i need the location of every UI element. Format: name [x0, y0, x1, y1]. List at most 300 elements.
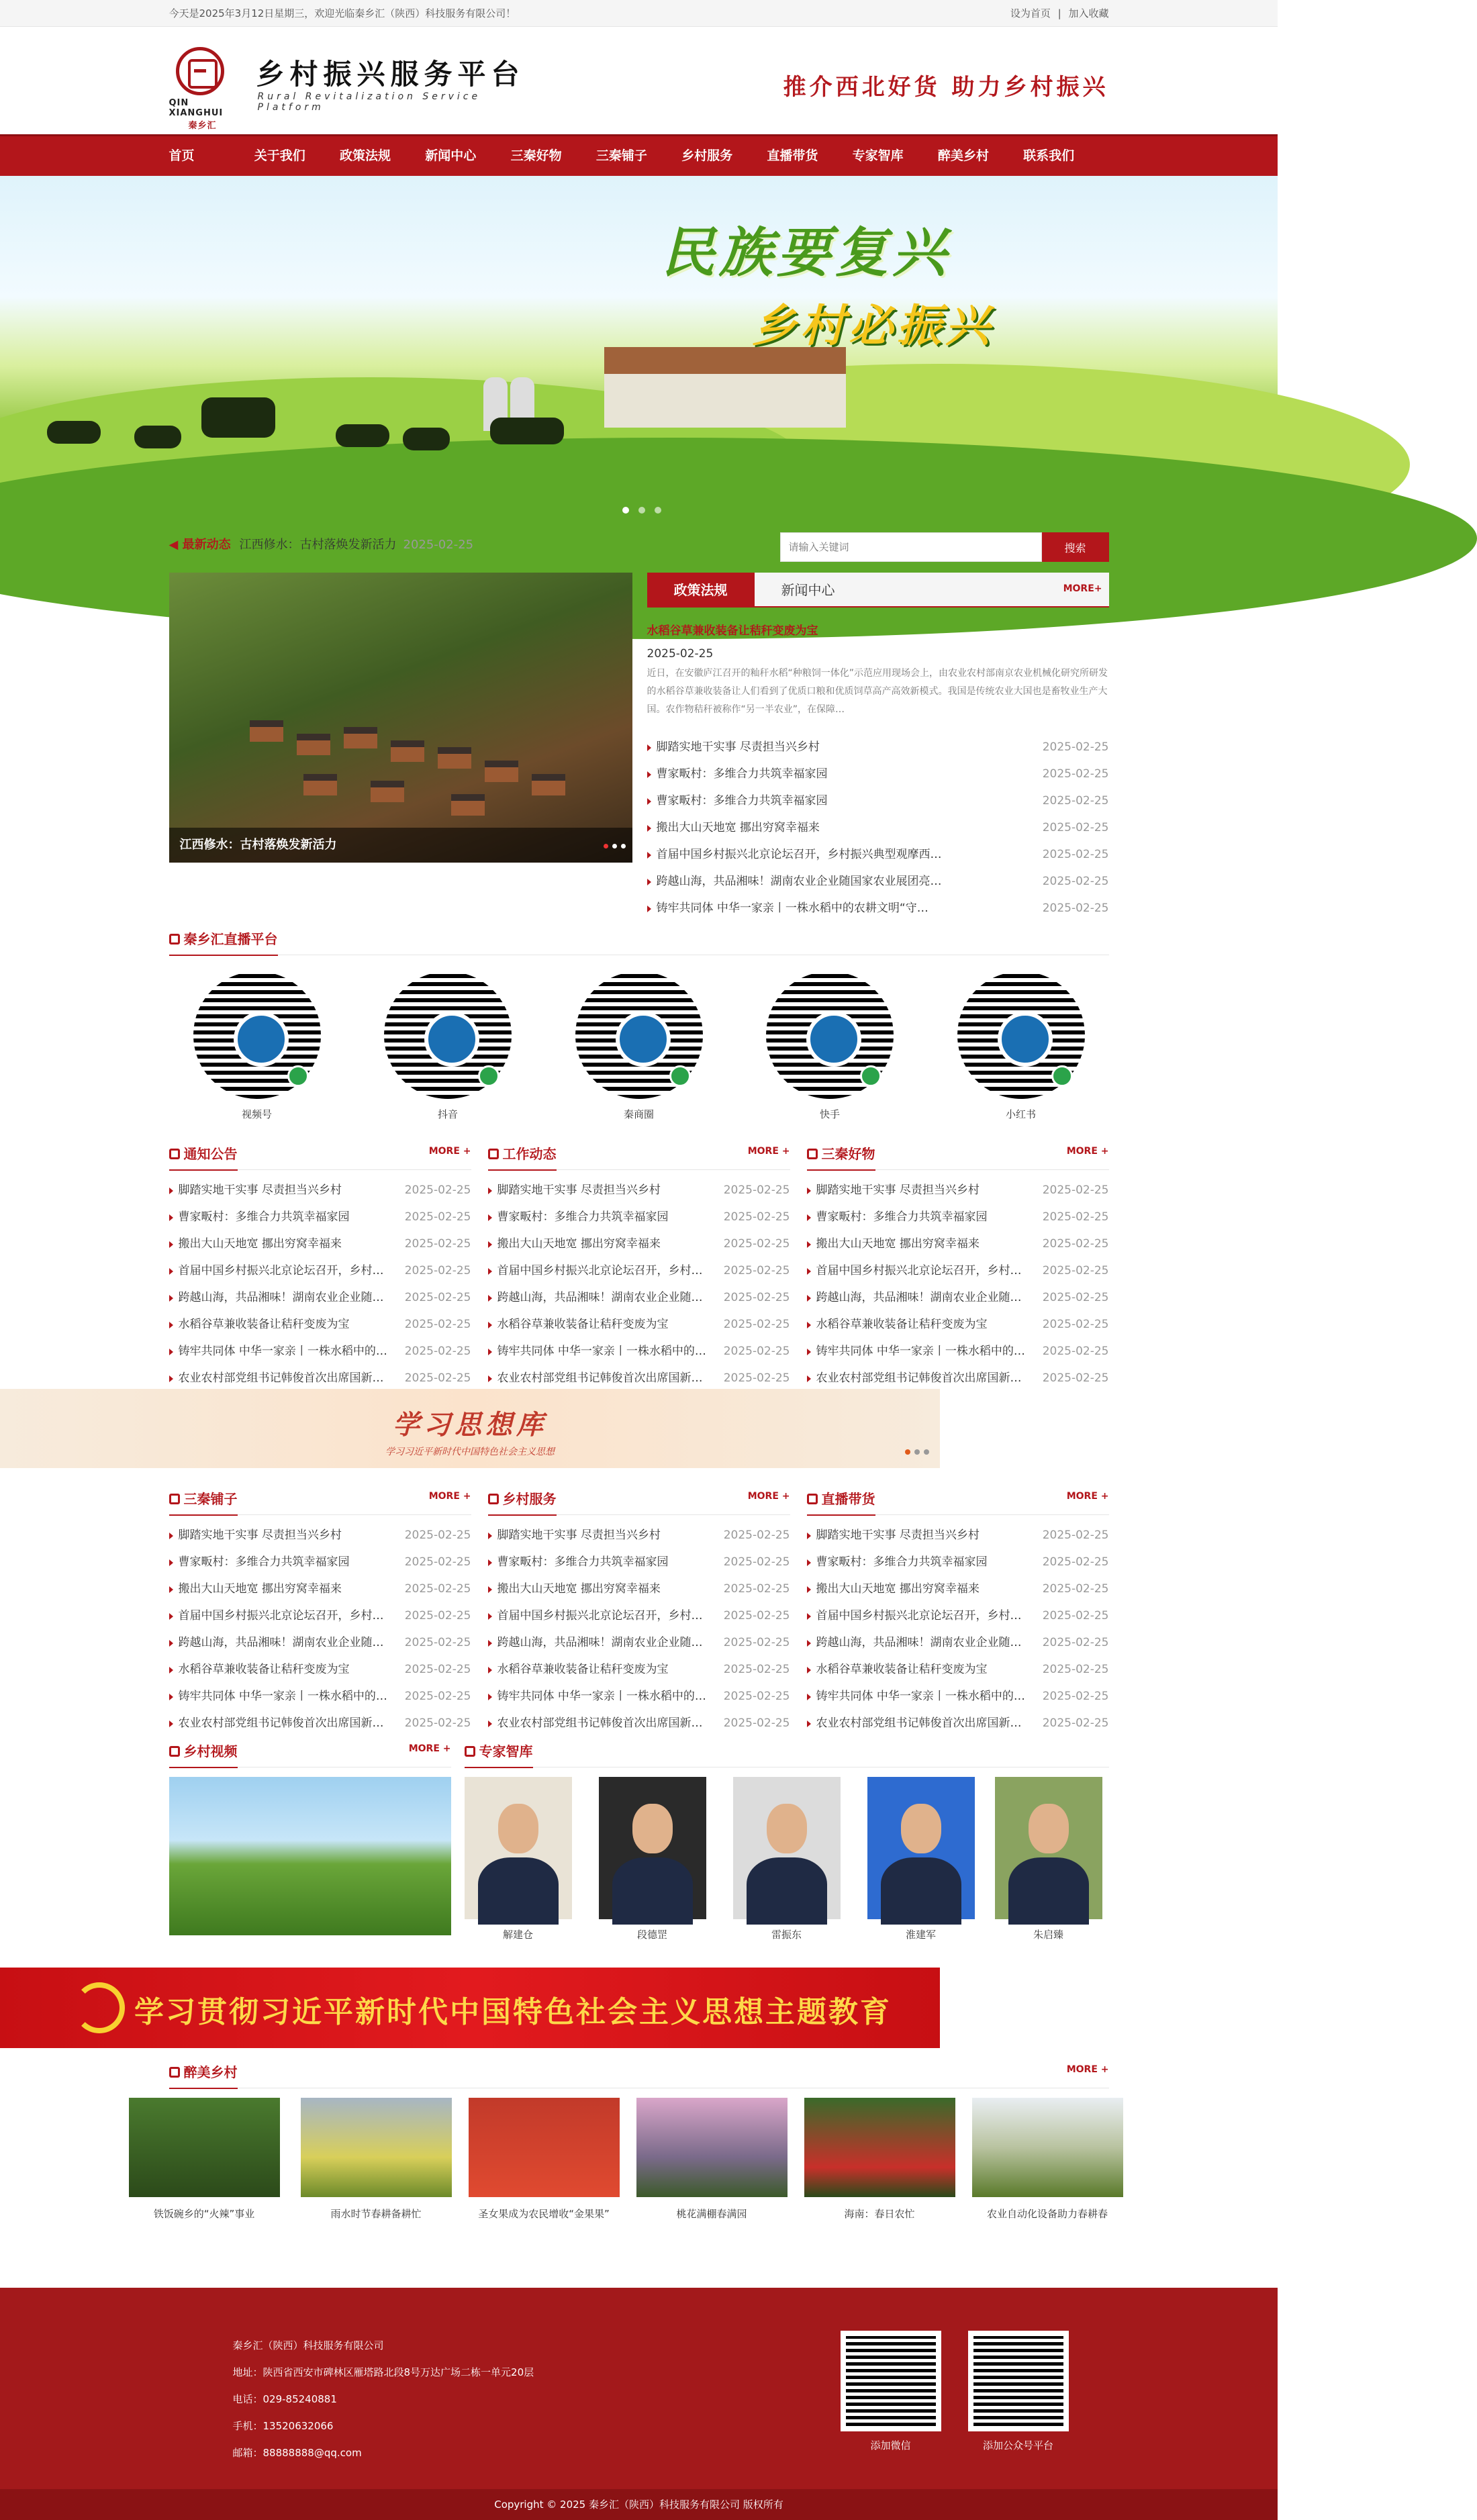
footer-company: 秦乡汇（陕西）科技服务有限公司	[232, 2339, 384, 2352]
beautiful-village-section	[153, 2055, 1109, 2229]
section-header-live	[169, 922, 1109, 955]
village-item[interactable]	[301, 2098, 452, 2221]
column-header	[169, 1136, 471, 1170]
list-item[interactable]	[488, 1311, 790, 1338]
column-title: 通知公告	[183, 1146, 238, 1162]
ticker-item[interactable]: 江西修水：古村落焕发新活力 2025-02-25	[239, 538, 474, 552]
village-photo	[636, 2098, 788, 2197]
home-icon	[169, 2067, 180, 2078]
list-item-date: 2025-02-25	[401, 1338, 471, 1365]
column-title: 乡村服务	[502, 1491, 557, 1507]
list-item-title[interactable]: 首届中国乡村振兴北京论坛召开，乡村…	[816, 1609, 1022, 1622]
list-item[interactable]	[807, 1549, 1109, 1576]
list-item-title[interactable]: 首届中国乡村振兴北京论坛召开，乡村…	[816, 1264, 1022, 1277]
list-item[interactable]	[807, 1365, 1109, 1392]
list-item-title[interactable]: 曹家畈村：多维合力共筑幸福家园	[816, 1210, 988, 1224]
list-item[interactable]	[488, 1576, 790, 1602]
village-item[interactable]	[636, 2098, 788, 2221]
list-item-date: 2025-02-25	[401, 1710, 471, 1737]
ticker-label: ◀ 最新动态	[169, 538, 231, 552]
list-item[interactable]	[169, 1284, 471, 1311]
search-button[interactable]: 搜索	[1042, 532, 1109, 562]
study-pagination[interactable]	[901, 1445, 929, 1457]
list-item-title[interactable]: 曹家畈村：多维合力共筑幸福家园	[656, 794, 828, 808]
more-link[interactable]: MORE +	[1066, 1491, 1109, 1502]
village-photo	[301, 2098, 452, 2197]
set-home-link[interactable]: 设为首页	[1010, 7, 1051, 19]
list-item-date: 2025-02-25	[720, 1230, 790, 1257]
village-caption: 桃花满棚春满园	[676, 2208, 747, 2220]
village-photo	[129, 2098, 280, 2197]
list-item-date: 2025-02-25	[720, 1311, 790, 1338]
list-item-title[interactable]: 搬出大山天地宽 挪出穷窝幸福来	[816, 1582, 980, 1596]
list-item[interactable]	[488, 1656, 790, 1683]
video-experts	[169, 1734, 1109, 1955]
list-item-title[interactable]: 跨越山海，共品湘味！湖南农业企业随…	[816, 1291, 1022, 1304]
more-link[interactable]: MORE +	[747, 1146, 790, 1157]
list-item-date: 2025-02-25	[401, 1284, 471, 1311]
list-item-date: 2025-02-25	[720, 1549, 790, 1576]
list-item[interactable]	[169, 1204, 471, 1230]
list-item-title[interactable]: 搬出大山天地宽 挪出穷窝幸福来	[178, 1582, 342, 1596]
video-thumbnail[interactable]	[169, 1777, 451, 1935]
list-item-date: 2025-02-25	[1039, 814, 1109, 841]
list-item[interactable]	[488, 1257, 790, 1284]
list-item-date: 2025-02-25	[1039, 1602, 1109, 1629]
nav-item[interactable]: 专家智库	[852, 148, 904, 163]
list-item-title[interactable]: 铸牢共同体 中华一家亲丨一株水稻中的…	[816, 1690, 1025, 1703]
list-item-date: 2025-02-25	[720, 1257, 790, 1284]
list-item-title[interactable]: 曹家畈村：多维合力共筑幸福家园	[497, 1210, 669, 1224]
list-item[interactable]	[169, 1311, 471, 1338]
column-title: 工作动态	[502, 1146, 557, 1162]
list-item-date: 2025-02-25	[401, 1230, 471, 1257]
list-item-date: 2025-02-25	[1039, 1522, 1109, 1549]
list-item[interactable]	[169, 1602, 471, 1629]
video-icon	[169, 1746, 180, 1757]
search-input[interactable]	[780, 532, 1042, 562]
expert-card[interactable]	[867, 1777, 975, 1941]
list-item-title[interactable]: 首届中国乡村振兴北京论坛召开，乡村…	[178, 1264, 384, 1277]
expert-carousel	[465, 1777, 1109, 1951]
list-item-title[interactable]: 铸牢共同体 中华一家亲丨一株水稻中的…	[178, 1690, 387, 1703]
site-subtitle: Rural Revitalization Service Platform	[257, 91, 481, 113]
feature-block	[169, 573, 1109, 922]
list-item-title[interactable]: 农业农村部党组书记韩俊首次出席国新…	[497, 1371, 703, 1385]
list-item-date: 2025-02-25	[1039, 1710, 1109, 1737]
list-item-title[interactable]: 跨越山海，共品湘味！湖南农业企业随…	[178, 1636, 384, 1649]
list-item-title[interactable]: 曹家畈村：多维合力共筑幸福家园	[497, 1555, 669, 1569]
list-item-title[interactable]: 农业农村部党组书记韩俊首次出席国新…	[178, 1371, 384, 1385]
list-item-title[interactable]: 水稻谷草兼收装备让秸秆变废为宝	[178, 1318, 350, 1331]
feature-caption[interactable]: 江西修水：古村落焕发新活力	[169, 828, 632, 863]
banner-headline-1: 民族要复兴	[661, 222, 950, 284]
list-item-title[interactable]: 跨越山海，共品湘味！湖南农业企业随国家农业展团亮…	[656, 875, 942, 888]
list-item-title[interactable]: 水稻谷草兼收装备让秸秆变废为宝	[816, 1663, 988, 1676]
section-icon	[488, 1149, 499, 1159]
section-icon	[488, 1494, 499, 1504]
headline-summary: 近日，在安徽庐江召开的籼秆水稻“种粮饲一体化”示范应用现场会上，由农业农村部南京农业机械化研究所研发的水稻谷草兼收装备让人们看到了优质口粮和优质饲草高产高效新模式。我国是传统农业大国也是畜牧业生产大国。农作物秸秆被称作“另一半农业”，在保障…	[647, 668, 1108, 715]
village-item[interactable]	[804, 2098, 955, 2221]
list-item-title[interactable]: 跨越山海，共品湘味！湖南农业企业随…	[497, 1636, 703, 1649]
list-item[interactable]	[647, 895, 1109, 922]
list-item-date: 2025-02-25	[1039, 895, 1109, 922]
list-item[interactable]	[169, 1177, 471, 1204]
list-item-date: 2025-02-25	[1039, 841, 1109, 868]
list-item[interactable]	[807, 1204, 1109, 1230]
footer-mobile: 手机：13520632066	[232, 2420, 334, 2432]
list-item-title[interactable]: 搬出大山天地宽 挪出穷窝幸福来	[497, 1582, 661, 1596]
list-item-date: 2025-02-25	[1039, 1338, 1109, 1365]
village-item[interactable]	[129, 2098, 280, 2221]
list-item[interactable]	[807, 1656, 1109, 1683]
feature-pagination[interactable]	[600, 828, 626, 863]
list-item[interactable]	[807, 1338, 1109, 1365]
list-item-title[interactable]: 首届中国乡村振兴北京论坛召开，乡村振兴典型观摩西…	[656, 848, 942, 861]
list-item-date: 2025-02-25	[720, 1602, 790, 1629]
section-icon	[169, 1149, 180, 1159]
list-item-date: 2025-02-25	[1039, 1683, 1109, 1710]
list-item[interactable]	[169, 1522, 471, 1549]
list-item[interactable]	[169, 1365, 471, 1392]
list-item-date: 2025-02-25	[401, 1204, 471, 1230]
nav-item[interactable]: 首页	[169, 148, 195, 163]
list-item[interactable]	[807, 1177, 1109, 1204]
list-item[interactable]	[169, 1683, 471, 1710]
live-platform-qr[interactable]	[575, 971, 703, 1136]
list-item-date: 2025-02-25	[1039, 1311, 1109, 1338]
list-item-title[interactable]: 曹家畈村：多维合力共筑幸福家园	[656, 767, 828, 781]
news-column	[807, 1482, 1109, 1734]
list-item-date: 2025-02-25	[720, 1338, 790, 1365]
column-header	[488, 1482, 790, 1515]
list-item[interactable]	[169, 1629, 471, 1656]
list-item[interactable]	[647, 761, 1109, 787]
column-header	[807, 1482, 1109, 1515]
platform-badge-icon	[287, 1065, 309, 1087]
list-item[interactable]	[807, 1710, 1109, 1737]
list-item-title[interactable]: 搬出大山天地宽 挪出穷窝幸福来	[656, 821, 820, 834]
list-item-title[interactable]: 农业农村部党组书记韩俊首次出席国新…	[178, 1716, 384, 1730]
expert-name: 段德罡	[636, 1929, 667, 1941]
list-item-title[interactable]: 跨越山海，共品湘味！湖南农业企业随…	[497, 1291, 703, 1304]
list-item-title[interactable]: 曹家畈村：多维合力共筑幸福家园	[178, 1555, 350, 1569]
footer-qr-official	[968, 2331, 1069, 2452]
live-platform-qr[interactable]	[957, 971, 1085, 1136]
expert-photo	[733, 1777, 841, 1919]
study-subtitle: 学习习近平新时代中国特色社会主义思想	[385, 1447, 555, 1457]
list-item-date: 2025-02-25	[401, 1522, 471, 1549]
expert-photo	[599, 1777, 706, 1919]
list-item-title[interactable]: 农业农村部党组书记韩俊首次出席国新…	[816, 1716, 1022, 1730]
list-item-date: 2025-02-25	[401, 1602, 471, 1629]
list-item-title[interactable]: 铸牢共同体 中华一家亲丨一株水稻中的…	[178, 1345, 387, 1358]
video-more-link[interactable]: MORE +	[408, 1743, 451, 1754]
list-item-date: 2025-02-25	[1039, 1576, 1109, 1602]
column-title: 三秦铺子	[183, 1491, 238, 1507]
footer	[0, 2288, 1278, 2520]
list-item[interactable]	[807, 1602, 1109, 1629]
list-item[interactable]	[488, 1629, 790, 1656]
list-item[interactable]	[647, 841, 1109, 868]
list-item-date: 2025-02-25	[720, 1683, 790, 1710]
list-item-date: 2025-02-25	[1039, 1629, 1109, 1656]
list-item-title[interactable]: 铸牢共同体 中华一家亲丨一株水稻中的…	[816, 1345, 1025, 1358]
header	[0, 27, 1278, 134]
list-item-title[interactable]: 首届中国乡村振兴北京论坛召开，乡村…	[497, 1609, 703, 1622]
list-item[interactable]	[647, 868, 1109, 895]
live-platform-qr[interactable]	[766, 971, 894, 1136]
banner-pagination[interactable]	[618, 503, 666, 516]
speaker-icon: ◀	[169, 538, 179, 552]
list-item-title[interactable]: 首届中国乡村振兴北京论坛召开，乡村…	[497, 1264, 703, 1277]
more-link[interactable]: MORE +	[747, 1491, 790, 1502]
column-header	[169, 1482, 471, 1515]
list-item-title[interactable]: 脚踏实地干实事 尽责担当兴乡村	[816, 1183, 980, 1197]
list-item-title[interactable]: 脚踏实地干实事 尽责担当兴乡村	[178, 1183, 342, 1197]
list-item-title[interactable]: 曹家畈村：多维合力共筑幸福家园	[816, 1555, 988, 1569]
column-row-2	[169, 1482, 1109, 1734]
list-item-title[interactable]: 脚踏实地干实事 尽责担当兴乡村	[816, 1529, 980, 1542]
person-icon	[465, 1746, 475, 1757]
list-item[interactable]	[169, 1576, 471, 1602]
expert-card[interactable]	[465, 1777, 572, 1941]
nav-item[interactable]: 政策法规	[340, 148, 391, 163]
theme-banner-text: 学习贯彻习近平新时代中国特色社会主义思想主题教育	[134, 1995, 892, 2029]
list-item-date: 2025-02-25	[720, 1365, 790, 1392]
news-column	[807, 1136, 1109, 1385]
list-item[interactable]	[169, 1656, 471, 1683]
village-caption: 农业自动化设备助力春耕春	[986, 2208, 1108, 2220]
nav-item[interactable]: 醉美乡村	[937, 148, 989, 163]
favorite-link[interactable]: 加入收藏	[1068, 7, 1109, 19]
list-item-date: 2025-02-25	[1039, 787, 1109, 814]
list-item[interactable]	[488, 1284, 790, 1311]
qr-code-icon	[841, 2331, 941, 2431]
footer-email: 邮箱：88888888@qq.com	[232, 2447, 362, 2459]
live-qr-row	[169, 955, 1109, 1136]
news-column	[169, 1136, 471, 1385]
nav-item[interactable]: 三秦好物	[510, 148, 562, 163]
list-item-title[interactable]: 水稻谷草兼收装备让秸秆变废为宝	[497, 1318, 669, 1331]
list-item-title[interactable]: 脚踏实地干实事 尽责担当兴乡村	[656, 740, 820, 754]
list-item[interactable]	[647, 734, 1109, 761]
column-header	[807, 1136, 1109, 1170]
list-item[interactable]	[807, 1683, 1109, 1710]
divider: |	[1057, 7, 1061, 19]
news-column	[488, 1136, 790, 1385]
list-item[interactable]	[488, 1204, 790, 1230]
village-gallery	[153, 2098, 1109, 2225]
list-item[interactable]	[647, 787, 1109, 814]
list-item[interactable]	[169, 1710, 471, 1737]
list-item-title[interactable]: 铸牢共同体 中华一家亲丨一株水稻中的…	[497, 1345, 706, 1358]
list-item-date: 2025-02-25	[720, 1656, 790, 1683]
list-item[interactable]	[488, 1549, 790, 1576]
list-item-date: 2025-02-25	[1039, 1365, 1109, 1392]
list-item-date: 2025-02-25	[1039, 1284, 1109, 1311]
list-item[interactable]	[488, 1338, 790, 1365]
study-banner[interactable]	[0, 1389, 940, 1468]
list-item-date: 2025-02-25	[401, 1365, 471, 1392]
qr-label: 添加公众号平台	[982, 2439, 1053, 2452]
list-item-date: 2025-02-25	[720, 1177, 790, 1204]
list-item[interactable]	[807, 1230, 1109, 1257]
village-item[interactable]	[972, 2098, 1123, 2221]
theme-education-banner[interactable]	[0, 1968, 940, 2048]
list-item[interactable]	[807, 1257, 1109, 1284]
list-item-title[interactable]: 跨越山海，共品湘味！湖南农业企业随…	[816, 1636, 1022, 1649]
list-item-title[interactable]: 铸牢共同体 中华一家亲丨一株水稻中的农耕文明“守…	[656, 902, 928, 915]
expert-name: 淮建军	[905, 1929, 936, 1941]
list-item[interactable]	[488, 1177, 790, 1204]
list-item-title[interactable]: 搬出大山天地宽 挪出穷窝幸福来	[178, 1237, 342, 1251]
list-item[interactable]	[488, 1365, 790, 1392]
list-item-date: 2025-02-25	[1039, 1656, 1109, 1683]
tab-policy[interactable]: 政策法规	[647, 573, 755, 608]
village-caption: 铁饭碗乡的“火辣”事业	[153, 2208, 255, 2220]
village-caption: 圣女果成为农民增收“金果果”	[478, 2208, 610, 2220]
list-item-date: 2025-02-25	[720, 1204, 790, 1230]
section-icon	[807, 1149, 818, 1159]
list-item[interactable]	[169, 1230, 471, 1257]
qr-label: 快手	[819, 1108, 840, 1120]
village-photo	[972, 2098, 1123, 2197]
feature-image[interactable]	[169, 573, 632, 863]
list-item-date: 2025-02-25	[1039, 1549, 1109, 1576]
column-title: 三秦好物	[821, 1146, 875, 1162]
list-item-title[interactable]: 脚踏实地干实事 尽责担当兴乡村	[497, 1529, 661, 1542]
footer-qr-wechat	[841, 2331, 941, 2452]
list-item-date: 2025-02-25	[720, 1710, 790, 1737]
hammer-sickle-icon	[74, 1982, 125, 2033]
expert-name: 雷振东	[771, 1929, 802, 1941]
list-item-date: 2025-02-25	[401, 1656, 471, 1683]
search-box	[780, 532, 1109, 562]
list-item-date: 2025-02-25	[1039, 1177, 1109, 1204]
section-title: 秦乡汇直播平台	[183, 931, 278, 947]
tab-news[interactable]: 新闻中心	[781, 582, 835, 598]
main-nav	[0, 134, 1278, 176]
village-caption: 海南：春日农忙	[844, 2208, 915, 2220]
list-item[interactable]	[169, 1257, 471, 1284]
live-platform-qr[interactable]	[193, 971, 321, 1136]
footer-address: 地址：陕西省西安市碑林区雁塔路北段8号万达广场二栋一单元20层	[232, 2366, 534, 2378]
qr-code-icon	[968, 2331, 1069, 2431]
list-item-date: 2025-02-25	[1039, 1230, 1109, 1257]
section-header-village: 醉美乡村 MORE +	[169, 2055, 1109, 2088]
list-item[interactable]	[169, 1338, 471, 1365]
list-item-title[interactable]: 跨越山海，共品湘味！湖南农业企业随…	[178, 1291, 384, 1304]
copyright: Copyright © 2025 秦乡汇（陕西）科技服务有限公司 版权所有	[0, 2489, 1278, 2520]
list-item-date: 2025-02-25	[1039, 761, 1109, 787]
slogan: 推介西北好货 助力乡村振兴	[783, 74, 1109, 101]
top-bar	[0, 0, 1278, 27]
expert-card[interactable]	[733, 1777, 841, 1941]
list-item-date: 2025-02-25	[1039, 734, 1109, 761]
list-item-date: 2025-02-25	[401, 1629, 471, 1656]
more-link[interactable]: MORE+	[1063, 583, 1102, 594]
list-item-title[interactable]: 水稻谷草兼收装备让秸秆变废为宝	[497, 1663, 669, 1676]
list-item[interactable]	[488, 1230, 790, 1257]
list-item[interactable]	[169, 1549, 471, 1576]
village-photo	[469, 2098, 620, 2197]
more-link[interactable]: MORE +	[428, 1491, 471, 1502]
list-item[interactable]	[807, 1576, 1109, 1602]
expert-card[interactable]	[995, 1777, 1102, 1941]
headline-title[interactable]: 水稻谷草兼收装备让秸秆变废为宝	[647, 624, 818, 638]
village-more-link[interactable]: MORE +	[1066, 2064, 1109, 2075]
list-item-title[interactable]: 搬出大山天地宽 挪出穷窝幸福来	[816, 1237, 980, 1251]
list-item[interactable]	[807, 1284, 1109, 1311]
list-item-title[interactable]: 农业农村部党组书记韩俊首次出席国新…	[497, 1716, 703, 1730]
list-item-title[interactable]: 农业农村部党组书记韩俊首次出席国新…	[816, 1371, 1022, 1385]
platform-badge-icon	[1051, 1065, 1073, 1087]
list-item[interactable]	[807, 1522, 1109, 1549]
list-item-title[interactable]: 曹家畈村：多维合力共筑幸福家园	[178, 1210, 350, 1224]
list-item-date: 2025-02-25	[401, 1177, 471, 1204]
site-logo[interactable]	[169, 47, 545, 131]
nav-item[interactable]: 乡村服务	[681, 148, 733, 163]
list-item[interactable]	[488, 1522, 790, 1549]
expert-name: 朱启臻	[1033, 1929, 1063, 1941]
news-ticker	[169, 522, 1109, 573]
list-item-title[interactable]: 水稻谷草兼收装备让秸秆变废为宝	[178, 1663, 350, 1676]
section-icon	[807, 1494, 818, 1504]
qr-label: 抖音	[437, 1108, 458, 1120]
list-item-title[interactable]: 铸牢共同体 中华一家亲丨一株水稻中的…	[497, 1690, 706, 1703]
list-item[interactable]	[488, 1683, 790, 1710]
list-item-title[interactable]: 水稻谷草兼收装备让秸秆变废为宝	[816, 1318, 988, 1331]
list-item-title[interactable]: 搬出大山天地宽 挪出穷窝幸福来	[497, 1237, 661, 1251]
nav-item[interactable]: 三秦铺子	[595, 148, 647, 163]
list-item-title[interactable]: 脚踏实地干实事 尽责担当兴乡村	[497, 1183, 661, 1197]
news-column	[169, 1482, 471, 1734]
more-link[interactable]: MORE +	[428, 1146, 471, 1157]
qr-label: 小红书	[1005, 1108, 1036, 1120]
platform-badge-icon	[860, 1065, 882, 1087]
footer-phone: 电话：029-85240881	[232, 2393, 337, 2405]
list-item[interactable]	[807, 1629, 1109, 1656]
list-item-date: 2025-02-25	[1039, 1257, 1109, 1284]
list-item[interactable]	[647, 814, 1109, 841]
expert-card[interactable]	[599, 1777, 706, 1941]
logo-mark-icon	[176, 47, 224, 95]
section-header-video: 乡村视频 MORE +	[169, 1734, 451, 1767]
nav-item[interactable]: 关于我们	[254, 148, 305, 163]
list-item[interactable]	[488, 1710, 790, 1737]
news-tabs	[647, 573, 1109, 608]
nav-item[interactable]: 直播带货	[767, 148, 818, 163]
qr-label: 秦商圈	[623, 1108, 654, 1120]
column-row-1	[169, 1136, 1109, 1385]
list-item-date: 2025-02-25	[720, 1522, 790, 1549]
nav-item[interactable]: 新闻中心	[425, 148, 477, 163]
list-item[interactable]	[488, 1602, 790, 1629]
more-link[interactable]: MORE +	[1066, 1146, 1109, 1157]
live-platform-qr[interactable]	[384, 971, 512, 1136]
home-icon	[169, 934, 180, 944]
list-item[interactable]	[807, 1311, 1109, 1338]
list-item-date: 2025-02-25	[401, 1683, 471, 1710]
column-header	[488, 1136, 790, 1170]
nav-item[interactable]: 联系我们	[1023, 148, 1075, 163]
list-item-title[interactable]: 脚踏实地干实事 尽责担当兴乡村	[178, 1529, 342, 1542]
platform-badge-icon	[669, 1065, 691, 1087]
headline-article	[647, 621, 1109, 719]
list-item-title[interactable]: 首届中国乡村振兴北京论坛召开，乡村…	[178, 1609, 384, 1622]
village-item[interactable]	[469, 2098, 620, 2221]
